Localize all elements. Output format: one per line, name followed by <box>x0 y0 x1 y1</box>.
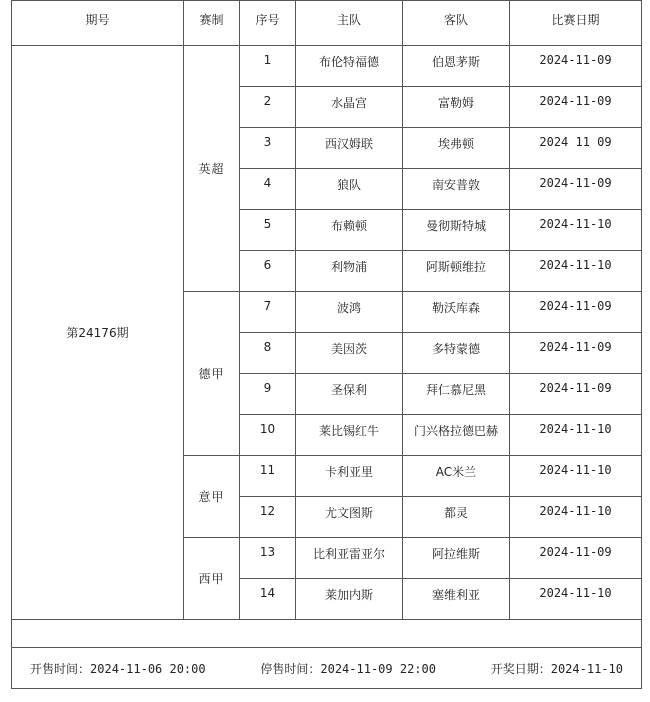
match-number: 14 <box>240 579 296 620</box>
header-row <box>12 1 642 46</box>
sale-stop <box>260 660 436 677</box>
schedule-table <box>11 0 642 689</box>
sale-start-value: 2024-11-06 20:00 <box>90 661 206 676</box>
sale-start <box>30 660 206 677</box>
home-team: 莱比锡红牛 <box>296 415 403 456</box>
match-number: 6 <box>240 251 296 292</box>
table-row <box>12 46 642 87</box>
match-date: 2024-11-10 <box>510 210 642 251</box>
match-date: 2024-11-10 <box>510 251 642 292</box>
match-date: 2024-11-09 <box>510 538 642 579</box>
home-team: 布赖顿 <box>296 210 403 251</box>
home-team: 水晶宫 <box>296 87 403 128</box>
match-date: 2024-11-09 <box>510 292 642 333</box>
away-team: AC米兰 <box>403 456 510 497</box>
match-date: 2024 11 09 <box>510 128 642 169</box>
match-date: 2024-11-09 <box>510 169 642 210</box>
match-date: 2024-11-10 <box>510 415 642 456</box>
match-date: 2024-11-09 <box>510 374 642 415</box>
blank-cell <box>12 620 642 648</box>
match-number: 10 <box>240 415 296 456</box>
away-team: 塞维利亚 <box>403 579 510 620</box>
home-team: 利物浦 <box>296 251 403 292</box>
away-team: 南安普敦 <box>403 169 510 210</box>
header-number: 序号 <box>240 1 296 46</box>
draw-date-label: 开奖日期： <box>490 661 551 676</box>
home-team: 尤文图斯 <box>296 497 403 538</box>
match-number: 4 <box>240 169 296 210</box>
match-date: 2024-11-09 <box>510 87 642 128</box>
home-team: 美因茨 <box>296 333 403 374</box>
league-cell: 意甲 <box>184 456 240 538</box>
header-period: 期号 <box>12 1 184 46</box>
league-cell: 德甲 <box>184 292 240 456</box>
away-team: 勒沃库森 <box>403 292 510 333</box>
period-cell: 第24176期 <box>12 46 184 620</box>
home-team: 波鸿 <box>296 292 403 333</box>
match-number: 5 <box>240 210 296 251</box>
match-number: 2 <box>240 87 296 128</box>
match-number: 8 <box>240 333 296 374</box>
home-team: 西汉姆联 <box>296 128 403 169</box>
league-cell: 西甲 <box>184 538 240 620</box>
away-team: 埃弗顿 <box>403 128 510 169</box>
match-number: 9 <box>240 374 296 415</box>
away-team: 曼彻斯特城 <box>403 210 510 251</box>
header-league: 赛制 <box>184 1 240 46</box>
home-team: 比利亚雷亚尔 <box>296 538 403 579</box>
home-team: 卡利亚里 <box>296 456 403 497</box>
sale-stop-value: 2024-11-09 22:00 <box>320 661 436 676</box>
sale-stop-label: 停售时间： <box>260 661 321 676</box>
draw-date <box>491 660 623 677</box>
draw-date-value: 2024-11-10 <box>550 661 623 676</box>
league-cell: 英超 <box>184 46 240 292</box>
away-team: 富勒姆 <box>403 87 510 128</box>
away-team: 拜仁慕尼黑 <box>403 374 510 415</box>
match-number: 1 <box>240 46 296 87</box>
match-number: 11 <box>240 456 296 497</box>
sale-info <box>12 660 641 677</box>
home-team: 狼队 <box>296 169 403 210</box>
blank-row <box>12 620 642 648</box>
match-date: 2024-11-10 <box>510 456 642 497</box>
home-team: 圣保利 <box>296 374 403 415</box>
sale-start-label: 开售时间： <box>30 661 91 676</box>
header-away-team: 客队 <box>403 1 510 46</box>
header-match-date: 比赛日期 <box>510 1 642 46</box>
header-home-team: 主队 <box>296 1 403 46</box>
away-team: 伯恩茅斯 <box>403 46 510 87</box>
away-team: 阿拉维斯 <box>403 538 510 579</box>
match-date: 2024-11-09 <box>510 46 642 87</box>
match-number: 12 <box>240 497 296 538</box>
away-team: 都灵 <box>403 497 510 538</box>
match-number: 3 <box>240 128 296 169</box>
footer-cell <box>12 648 642 689</box>
match-date: 2024-11-09 <box>510 333 642 374</box>
home-team: 莱加内斯 <box>296 579 403 620</box>
match-number: 7 <box>240 292 296 333</box>
home-team: 布伦特福德 <box>296 46 403 87</box>
footer-row <box>12 648 642 689</box>
away-team: 阿斯顿维拉 <box>403 251 510 292</box>
away-team: 门兴格拉德巴赫 <box>403 415 510 456</box>
away-team: 多特蒙德 <box>403 333 510 374</box>
match-number: 13 <box>240 538 296 579</box>
match-date: 2024-11-10 <box>510 579 642 620</box>
match-date: 2024-11-10 <box>510 497 642 538</box>
